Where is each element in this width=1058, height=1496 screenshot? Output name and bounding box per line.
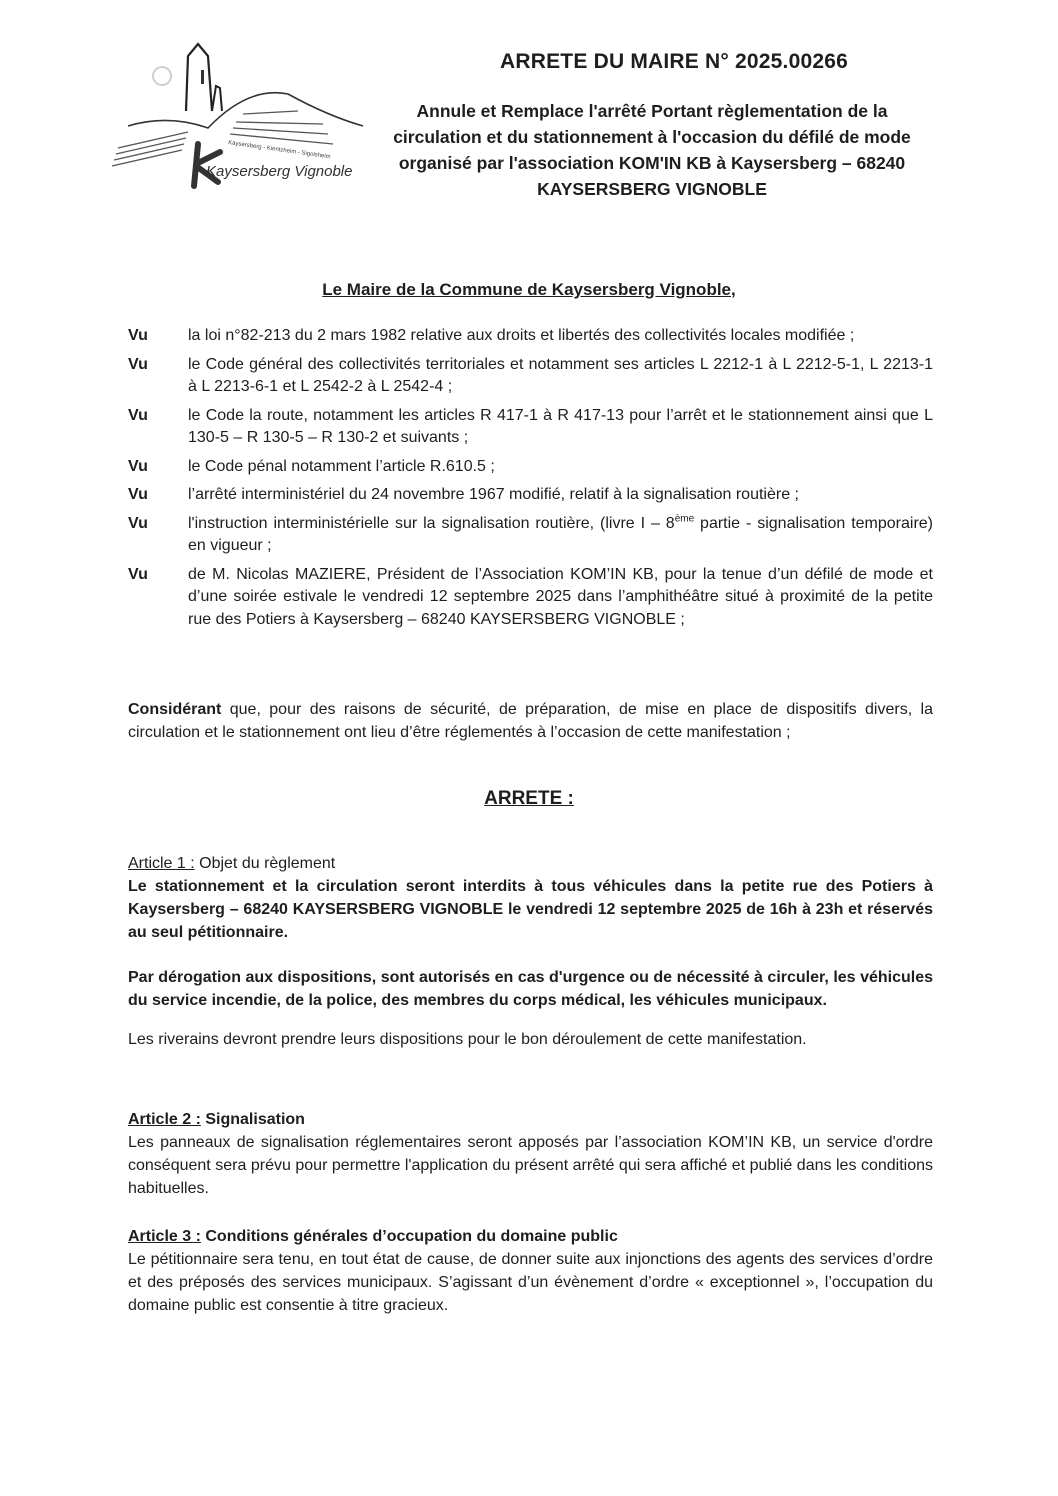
article-paragraph: Le pétitionnaire sera tenu, en tout état de cause, de donner suite aux injonctions des agents des services d’ordre et des préposés des services municipaux. S’agissant d’un évènement d’ordre « exceptionnel », l’occupation du domaine public est consentie à titre gracieux. bbox=[128, 1251, 933, 1314]
logo-text: Kaysersberg Vignoble bbox=[206, 163, 353, 180]
vu-label: Vu bbox=[128, 486, 148, 503]
vu-text bbox=[188, 513, 933, 558]
considerant-label: Considérant bbox=[128, 701, 222, 718]
vu-item bbox=[128, 564, 933, 632]
sun-icon bbox=[153, 67, 171, 85]
vu-text: de M. Nicolas MAZIERE, Président de l’Association KOM’IN KB, pour la tenue d’un défilé de mode et d’une soirée estivale le vendredi 12 septembre 2025 dans l’amphithéâtre situé à proximité de la petite rue des Potiers à Kaysersberg – 68240 KAYSERSBERG VIGNOBLE ; bbox=[188, 565, 933, 628]
vu-list bbox=[128, 325, 933, 637]
article-title: Conditions générales d’occupation du domaine public bbox=[200, 1228, 618, 1245]
considerant-paragraph bbox=[128, 698, 933, 744]
article-heading bbox=[128, 1108, 933, 1131]
arrete-heading: ARRETE : bbox=[484, 788, 574, 809]
vu-item bbox=[128, 513, 933, 558]
logo-graphic bbox=[108, 36, 368, 196]
vu-text: le Code pénal notamment l’article R.610.5 ; bbox=[188, 457, 495, 475]
vu-label: Vu bbox=[128, 327, 148, 344]
vu-label: Vu bbox=[128, 355, 148, 373]
logo-subtext: Kaysersberg - Kientzheim - Sigolsheim bbox=[227, 140, 331, 161]
vu-item bbox=[128, 354, 933, 399]
considerant-text: que, pour des raisons de sécurité, de préparation, de mise en place de dispositifs divers, la circulation et le stationnement ont lieu d’être réglementés à l’occasion de cette manifestation ; bbox=[128, 701, 933, 741]
vu-item bbox=[128, 456, 933, 479]
commune-logo bbox=[108, 36, 368, 196]
vu-label: Vu bbox=[128, 565, 148, 583]
vu-item bbox=[128, 405, 933, 450]
vu-item bbox=[128, 325, 933, 348]
vu-text-part: partie - signalisation temporaire) en vigueur ; bbox=[188, 514, 934, 554]
article-label: Article 2 : bbox=[128, 1111, 201, 1128]
article-title: Signalisation bbox=[200, 1111, 305, 1128]
vu-label: Vu bbox=[128, 457, 148, 475]
vu-text: l’arrêté interministériel du 24 novembre 1967 modifié, relatif à la signalisation routière ; bbox=[188, 486, 799, 503]
vu-label: Vu bbox=[128, 406, 148, 424]
vu-text-part: l'instruction interministérielle sur la signalisation routière, (livre I – 8 bbox=[188, 514, 675, 532]
vu-text: la loi n°82-213 du 2 mars 1982 relative aux droits et libertés des collectivités locales modifiée ; bbox=[188, 327, 855, 344]
article-label: Article 3 : bbox=[128, 1228, 201, 1245]
article-2 bbox=[128, 1108, 933, 1200]
article-1 bbox=[128, 852, 933, 1051]
decree-subtitle: Annule et Remplace l'arrêté Portant règlementation de la circulation et du stationnement à l'occasion du défilé de mode organisé par l'association KOM'IN KB à Kaysersberg – 68240 KAYSERSBERG VIGNOBLE bbox=[393, 101, 911, 199]
vu-text: le Code la route, notamment les articles R 417-1 à R 417-13 pour l’arrêt et le stationnement ainsi que L 130-5 – R 130-5 – R 130-2 et suivants ; bbox=[188, 406, 933, 446]
article-paragraph: Par dérogation aux dispositions, sont autorisés en cas d'urgence ou de nécessité à circuler, les véhicules du service incendie, de la police, des membres du corps médical, les véhicules municipaux. bbox=[128, 969, 933, 1009]
article-3 bbox=[128, 1225, 933, 1317]
decree-title: ARRETE DU MAIRE N° 2025.00266 bbox=[500, 50, 848, 73]
article-heading bbox=[128, 1225, 933, 1248]
article-paragraph: Les riverains devront prendre leurs dispositions pour le bon déroulement de cette manifestation. bbox=[128, 1031, 807, 1048]
vu-text: le Code général des collectivités territoriales et notamment ses articles L 2212-1 à L 2212-5-1, L 2213-1 à L 2213-6-1 et L 2542-2 à L 2542-4 ; bbox=[188, 355, 933, 395]
article-paragraph: Le stationnement et la circulation seront interdits à tous véhicules dans la petite rue des Potiers à Kaysersberg – 68240 KAYSERSBERG VIGNOBLE le vendredi 12 septembre 2025 de 16h à 23h et réservés au seul pétitionnaire. bbox=[128, 878, 933, 941]
vu-label: Vu bbox=[128, 514, 148, 532]
article-title: Objet du règlement bbox=[194, 855, 336, 872]
article-heading bbox=[128, 852, 933, 875]
mayor-heading: Le Maire de la Commune de Kaysersberg Vignoble, bbox=[322, 280, 736, 299]
article-paragraph: Les panneaux de signalisation réglementaires seront apposés par l’association KOM’IN KB, un service d'ordre conséquent sera prévu pour permettre l'application du présent arrêté qui sera affiché et publié dans les conditions habituelles. bbox=[128, 1134, 933, 1197]
article-label: Article 1 : bbox=[128, 855, 195, 872]
superscript: ème bbox=[674, 513, 695, 525]
vu-item bbox=[128, 484, 933, 507]
